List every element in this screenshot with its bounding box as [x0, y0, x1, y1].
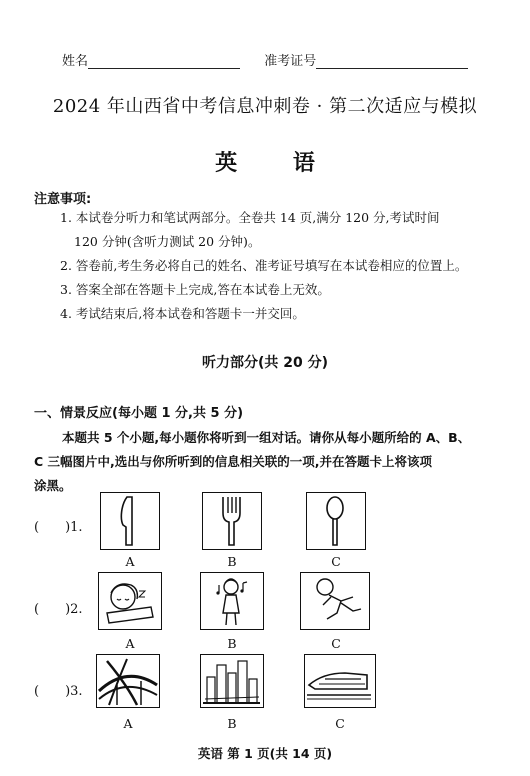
- knife-icon: [101, 493, 158, 548]
- subject-title: 英 语: [215, 151, 339, 176]
- option-label: B: [227, 716, 237, 731]
- spoon-icon: [307, 493, 364, 548]
- question-3-number: ( )3.: [34, 684, 83, 699]
- sleeping-girl-icon: [99, 573, 160, 628]
- notice-item: 4. 考试结束后,将本试卷和答题卡一并交回。: [60, 306, 305, 321]
- city-skyline-icon: [201, 655, 262, 706]
- option-label: C: [331, 554, 341, 569]
- part-heading: 一、情景反应(每小题 1 分,共 5 分): [34, 406, 244, 421]
- notice-heading: 注意事项:: [34, 192, 92, 207]
- highway-icon: [97, 655, 158, 706]
- option-image-1b[interactable]: [202, 492, 262, 550]
- exam-title: 2024 年山西省中考信息冲刺卷 · 第二次适应与模拟: [52, 96, 478, 117]
- singing-girl-icon: [201, 573, 262, 628]
- name-label: 姓名: [62, 54, 89, 69]
- section-title: 听力部分(共 20 分): [201, 355, 329, 371]
- option-label: C: [331, 636, 341, 651]
- instruction-line: C 三幅图片中,选出与你所听到的信息相关联的一项,并在答题卡上将该项: [34, 454, 433, 469]
- option-image-3a[interactable]: [96, 654, 160, 708]
- notice-item: 1. 本试卷分听力和笔试两部分。全卷共 14 页,满分 120 分,考试时间: [60, 210, 440, 225]
- part-instruction: [34, 426, 500, 498]
- name-field[interactable]: [88, 54, 240, 69]
- instruction-line: 涂黑。: [34, 478, 72, 493]
- fork-icon: [203, 493, 260, 548]
- notice-list: [60, 206, 500, 326]
- question-2-number: ( )2.: [34, 602, 83, 617]
- option-image-2c[interactable]: [300, 572, 370, 630]
- option-label: B: [227, 636, 237, 651]
- option-label: A: [125, 636, 135, 651]
- option-image-1a[interactable]: [100, 492, 160, 550]
- notice-item: 3. 答案全部在答题卡上完成,答在本试卷上无效。: [60, 282, 330, 297]
- option-label: A: [123, 716, 133, 731]
- option-image-3c[interactable]: [304, 654, 376, 708]
- exam-no-field[interactable]: [316, 54, 468, 69]
- running-boy-icon: [301, 573, 368, 628]
- option-image-2b[interactable]: [200, 572, 264, 630]
- notice-item: 2. 答卷前,考生务必将自己的姓名、准考证号填写在本试卷相应的位置上。: [60, 258, 468, 273]
- question-1-number: ( )1.: [34, 520, 83, 535]
- option-image-1c[interactable]: [306, 492, 366, 550]
- option-label: C: [335, 716, 345, 731]
- option-image-2a[interactable]: [98, 572, 162, 630]
- name-row: [62, 50, 468, 69]
- page-footer: 英语 第 1 页(共 14 页): [197, 746, 333, 761]
- bullet-train-icon: [305, 655, 374, 706]
- instruction-line: 本题共 5 个小题,每小题你将听到一组对话。请你从每小题所给的 A、B、: [62, 430, 471, 445]
- option-label: A: [125, 554, 135, 569]
- option-image-3b[interactable]: [200, 654, 264, 708]
- exam-no-label: 准考证号: [264, 54, 317, 69]
- notice-item: 120 分钟(含听力测试 20 分钟)。: [74, 234, 261, 249]
- option-label: B: [227, 554, 237, 569]
